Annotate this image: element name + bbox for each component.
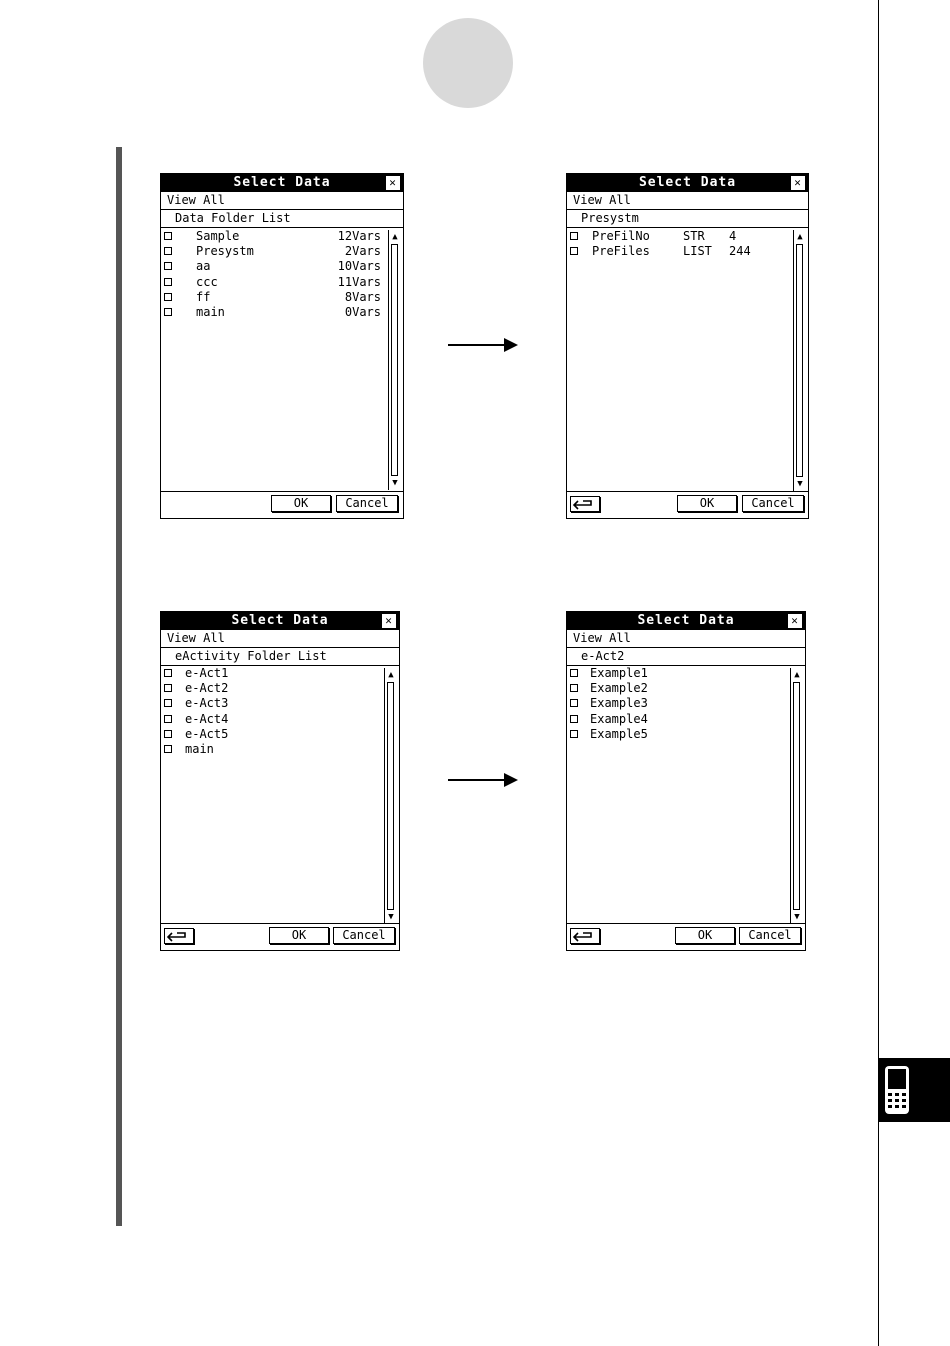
dialog-title-bar: [161, 612, 399, 630]
scrollbar[interactable]: [388, 230, 401, 490]
dialog-footer: [161, 923, 399, 950]
folder-list-label: eActivity Folder List: [161, 648, 399, 666]
list-item[interactable]: e-Act1: [161, 666, 399, 681]
close-icon[interactable]: ✕: [386, 176, 400, 190]
dialog-title: Select Data: [231, 613, 329, 628]
data-list: [567, 228, 808, 259]
checkbox[interactable]: [164, 308, 172, 316]
scroll-down-icon[interactable]: ▼: [392, 478, 398, 488]
list-item[interactable]: Example5: [567, 727, 805, 742]
scroll-down-icon[interactable]: ▼: [388, 912, 394, 922]
ok-button[interactable]: OK: [269, 927, 329, 944]
list-item[interactable]: Example4: [567, 712, 805, 727]
dialog-footer: [567, 491, 808, 518]
cancel-button[interactable]: Cancel: [742, 495, 804, 512]
chapter-circle: [423, 18, 513, 108]
scroll-up-icon[interactable]: ▲: [797, 232, 803, 242]
dialog-title-bar: [567, 174, 808, 192]
checkbox[interactable]: [164, 745, 172, 753]
folder-list-label: Data Folder List: [161, 210, 403, 228]
checkbox[interactable]: [164, 669, 172, 677]
scroll-up-icon[interactable]: ▲: [794, 670, 800, 680]
page-edge-line: [878, 0, 879, 1346]
arrow-right-icon: [448, 336, 520, 354]
scrollbar[interactable]: [384, 668, 397, 924]
checkbox[interactable]: [164, 293, 172, 301]
select-data-dialog-eactivity: [160, 611, 400, 951]
list-item[interactable]: Example2: [567, 681, 805, 696]
list-item[interactable]: e-Act5: [161, 727, 399, 742]
dialog-title-bar: [567, 612, 805, 630]
dialog-footer: [567, 923, 805, 950]
scroll-up-icon[interactable]: ▲: [392, 232, 398, 242]
back-arrow-icon[interactable]: [164, 928, 194, 944]
scroll-up-icon[interactable]: ▲: [388, 670, 394, 680]
list-item[interactable]: PreFilNo STR 4: [567, 229, 808, 244]
list-item[interactable]: Example1: [567, 666, 805, 681]
checkbox[interactable]: [570, 699, 578, 707]
select-data-dialog-eact2: [566, 611, 806, 951]
list-item[interactable]: Sample 12Vars: [161, 229, 403, 244]
checkbox[interactable]: [570, 730, 578, 738]
dialog-title: Select Data: [638, 175, 737, 190]
view-all-menu[interactable]: View All: [567, 192, 808, 210]
list-item[interactable]: Example3: [567, 696, 805, 711]
list-item[interactable]: ff 8Vars: [161, 290, 403, 305]
calculator-icon: [883, 1064, 915, 1116]
data-list: [567, 666, 805, 742]
checkbox[interactable]: [164, 247, 172, 255]
cancel-button[interactable]: Cancel: [739, 927, 801, 944]
cancel-button[interactable]: Cancel: [336, 495, 398, 512]
scroll-thumb[interactable]: [391, 244, 398, 476]
checkbox[interactable]: [570, 715, 578, 723]
scroll-down-icon[interactable]: ▼: [797, 479, 803, 489]
dialog-title: Select Data: [233, 175, 331, 190]
close-icon[interactable]: ✕: [788, 614, 802, 628]
select-data-dialog-folders: [160, 173, 404, 519]
ok-button[interactable]: OK: [677, 495, 737, 512]
checkbox[interactable]: [164, 730, 172, 738]
dialog-title: Select Data: [637, 613, 735, 628]
scrollbar[interactable]: [790, 668, 803, 924]
scroll-thumb[interactable]: [387, 682, 394, 910]
view-all-menu[interactable]: View All: [161, 192, 403, 210]
scroll-down-icon[interactable]: ▼: [794, 912, 800, 922]
checkbox[interactable]: [570, 684, 578, 692]
view-all-menu[interactable]: View All: [567, 630, 805, 648]
checkbox[interactable]: [164, 232, 172, 240]
checkbox[interactable]: [570, 232, 578, 240]
list-item[interactable]: main 0Vars: [161, 305, 403, 320]
side-tab: [879, 1058, 950, 1122]
list-item[interactable]: Presystm 2Vars: [161, 244, 403, 259]
list-item[interactable]: e-Act2: [161, 681, 399, 696]
view-all-menu[interactable]: View All: [161, 630, 399, 648]
checkbox[interactable]: [164, 262, 172, 270]
close-icon[interactable]: ✕: [382, 614, 396, 628]
select-data-dialog-presystm: [566, 173, 809, 519]
checkbox[interactable]: [164, 278, 172, 286]
dialog-footer: [161, 491, 403, 518]
arrow-right-icon: [448, 771, 520, 789]
ok-button[interactable]: OK: [271, 495, 331, 512]
folder-label: e-Act2: [567, 648, 805, 666]
checkbox[interactable]: [164, 699, 172, 707]
folder-label: Presystm: [567, 210, 808, 228]
list-item[interactable]: main: [161, 742, 399, 757]
section-bar: [116, 147, 122, 1226]
checkbox[interactable]: [570, 669, 578, 677]
list-item[interactable]: e-Act3: [161, 696, 399, 711]
list-item[interactable]: aa 10Vars: [161, 259, 403, 274]
scrollbar[interactable]: [793, 230, 806, 491]
back-arrow-icon[interactable]: [570, 496, 600, 512]
ok-button[interactable]: OK: [675, 927, 735, 944]
checkbox[interactable]: [164, 715, 172, 723]
back-arrow-icon[interactable]: [570, 928, 600, 944]
list-item[interactable]: e-Act4: [161, 712, 399, 727]
list-item[interactable]: ccc 11Vars: [161, 275, 403, 290]
scroll-thumb[interactable]: [796, 244, 803, 477]
list-item[interactable]: PreFiles LIST 244: [567, 244, 808, 259]
dialog-title-bar: [161, 174, 403, 192]
scroll-thumb[interactable]: [793, 682, 800, 910]
checkbox[interactable]: [570, 247, 578, 255]
checkbox[interactable]: [164, 684, 172, 692]
close-icon[interactable]: ✕: [791, 176, 805, 190]
data-list: [161, 666, 399, 757]
data-list: [161, 228, 403, 320]
cancel-button[interactable]: Cancel: [333, 927, 395, 944]
